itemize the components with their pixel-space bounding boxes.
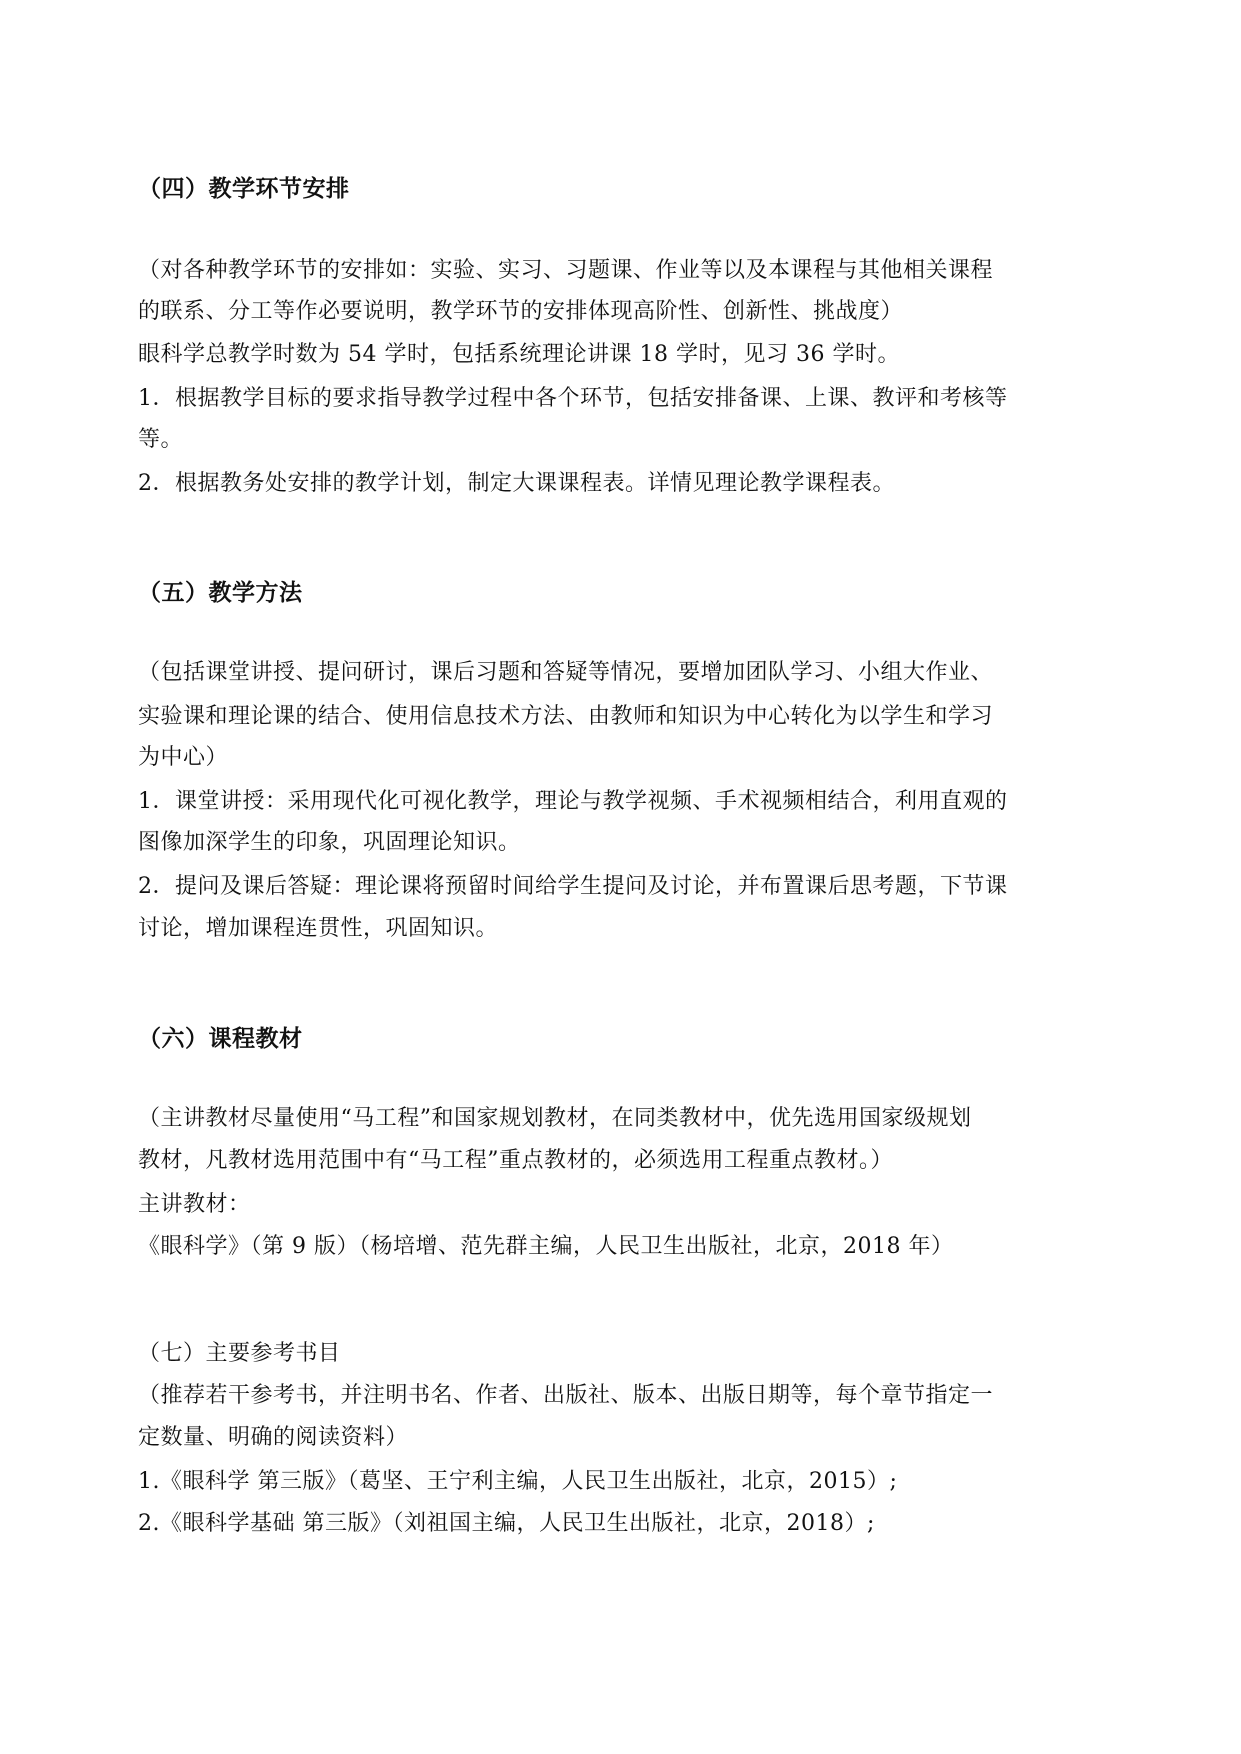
paragraph-line: 实验课和理论课的结合、使用信息技术方法、由教师和知识为中心转化为以学生和学习 (138, 704, 994, 729)
paragraph-line: 1．根据教学目标的要求指导教学过程中各个环节，包括安排备课、上课、教评和考核等 (138, 386, 1008, 411)
paragraph-line: （推荐若干参考书，并注明书名、作者、出版社、版本、出版日期等，每个章节指定一 (138, 1383, 994, 1408)
paragraph-line: 图像加深学生的印象，巩固理论知识。 (138, 830, 521, 855)
section-heading-teaching-methods: （五）教学方法 (138, 580, 303, 606)
paragraph-line: 的联系、分工等作必要说明，教学环节的安排体现高阶性、创新性、挑战度） (138, 299, 904, 324)
paragraph-line: 2．根据教务处安排的教学计划，制定大课课程表。详情见理论教学课程表。 (138, 471, 895, 496)
section-heading-references: （七）主要参考书目 (138, 1341, 341, 1366)
paragraph-line: 讨论，增加课程连贯性，巩固知识。 (138, 916, 499, 941)
paragraph-line: 定数量、明确的阅读资料） (138, 1425, 409, 1450)
paragraph-line: （主讲教材尽量使用“马工程”和国家规划教材，在同类教材中，优先选用国家级规划 (138, 1106, 972, 1131)
section-heading-teaching-arrangement: （四）教学环节安排 (138, 176, 350, 202)
paragraph-line: 为中心） (138, 745, 229, 770)
textbook-citation: 《眼科学》（第 9 版）（杨培增、范先群主编，人民卫生出版社，北京，2018 年） (138, 1234, 954, 1259)
paragraph-line: 1．课堂讲授：采用现代化可视化教学，理论与教学视频、手术视频相结合，利用直观的 (138, 789, 1008, 814)
reference-item: 2.《眼科学基础 第三版》（刘祖国主编，人民卫生出版社，北京，2018）; (138, 1511, 875, 1536)
paragraph-line: 眼科学总教学时数为 54 学时，包括系统理论讲课 18 学时，见习 36 学时。 (138, 342, 900, 367)
paragraph-line: 主讲教材： (138, 1192, 251, 1217)
paragraph-line: 等。 (138, 427, 184, 452)
reference-item: 1.《眼科学 第三版》（葛坚、王宁利主编，人民卫生出版社，北京，2015）; (138, 1469, 898, 1494)
paragraph-line: 2．提问及课后答疑：理论课将预留时间给学生提问及讨论，并布置课后思考题，下节课 (138, 874, 1008, 899)
paragraph-line: （包括课堂讲授、提问研讨，课后习题和答疑等情况，要增加团队学习、小组大作业、 (138, 660, 994, 685)
section-heading-textbooks: （六）课程教材 (138, 1026, 303, 1052)
paragraph-line: 教材，凡教材选用范围中有“马工程”重点教材的，必须选用工程重点教材。） (138, 1148, 893, 1173)
paragraph-line: （对各种教学环节的安排如：实验、实习、习题课、作业等以及本课程与其他相关课程 (138, 258, 994, 283)
